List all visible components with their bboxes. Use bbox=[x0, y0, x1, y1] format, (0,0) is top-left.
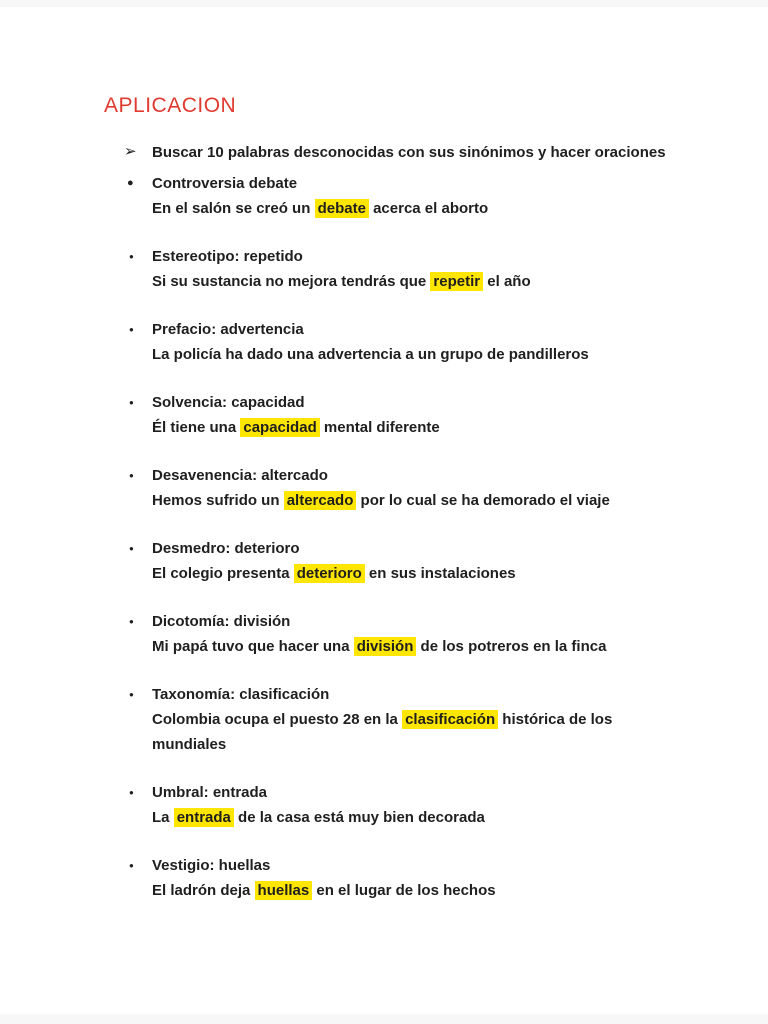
vocab-item bbox=[104, 171, 708, 221]
highlighted-word: entrada bbox=[174, 808, 234, 827]
dot-bullet-icon: ● bbox=[129, 398, 134, 407]
example-sentence bbox=[152, 707, 657, 757]
example-sentence bbox=[152, 488, 657, 513]
example-sentence bbox=[152, 269, 657, 294]
example-sentence bbox=[152, 878, 657, 903]
dot-bullet-icon: ● bbox=[127, 177, 134, 189]
dot-bullet-icon: ● bbox=[129, 325, 134, 334]
sentence-post: mental diferente bbox=[319, 419, 440, 436]
term-line: Umbral: entrada bbox=[152, 784, 268, 801]
term-line: Solvencia: capacidad bbox=[152, 394, 305, 411]
example-sentence bbox=[152, 805, 657, 830]
arrow-bullet-icon: ➢ bbox=[124, 143, 137, 160]
sentence-pre: Él tiene una bbox=[152, 419, 241, 436]
sentence-pre: Hemos sufrido un bbox=[152, 492, 284, 509]
sentence-post: acerca el aborto bbox=[368, 200, 489, 217]
page-title: APLICACION bbox=[104, 94, 237, 117]
intro-text: Buscar 10 palabras desconocidas con sus sinónimos y hacer oraciones bbox=[152, 144, 666, 161]
example-sentence bbox=[152, 342, 657, 367]
highlighted-word: altercado bbox=[284, 491, 357, 510]
highlighted-word: división bbox=[354, 637, 417, 656]
vocab-item bbox=[104, 780, 708, 830]
sentence-post: de la casa está muy bien decorada bbox=[233, 809, 485, 826]
sentence-pre: La bbox=[152, 809, 174, 826]
dot-bullet-icon: ● bbox=[129, 788, 134, 797]
vocab-item bbox=[104, 682, 708, 757]
term-line: Controversia debate bbox=[152, 175, 298, 192]
sentence-pre: El ladrón deja bbox=[152, 882, 255, 899]
dot-bullet-icon: ● bbox=[129, 252, 134, 261]
page-edge-bottom bbox=[0, 1014, 768, 1024]
sentence-post: de los potreros en la finca bbox=[416, 638, 607, 655]
dot-bullet-icon: ● bbox=[129, 471, 134, 480]
sentence-pre: En el salón se creó un bbox=[152, 200, 315, 217]
sentence-post: en sus instalaciones bbox=[364, 565, 516, 582]
example-sentence bbox=[152, 561, 657, 586]
sentence-pre: Mi papá tuvo que hacer una bbox=[152, 638, 354, 655]
vocab-item bbox=[104, 463, 708, 513]
term-line: Estereotipo: repetido bbox=[152, 248, 303, 265]
term-line: Taxonomía: clasificación bbox=[152, 686, 330, 703]
dot-bullet-icon: ● bbox=[129, 544, 134, 553]
highlighted-word: clasificación bbox=[402, 710, 498, 729]
highlighted-word: repetir bbox=[430, 272, 483, 291]
highlighted-word: capacidad bbox=[240, 418, 319, 437]
sentence-post: el año bbox=[483, 273, 531, 290]
term-line: Desmedro: deterioro bbox=[152, 540, 300, 557]
vocab-item bbox=[104, 853, 708, 903]
sentence-pre: La policía ha dado una advertencia a un grupo de pandilleros bbox=[152, 346, 589, 363]
example-sentence bbox=[152, 634, 657, 659]
vocab-item bbox=[104, 244, 708, 294]
highlighted-word: deterioro bbox=[294, 564, 365, 583]
sentence-pre: El colegio presenta bbox=[152, 565, 294, 582]
term-line: Dicotomía: división bbox=[152, 613, 291, 630]
example-sentence bbox=[152, 196, 657, 221]
highlighted-word: huellas bbox=[255, 881, 313, 900]
vocab-item bbox=[104, 609, 708, 659]
dot-bullet-icon: ● bbox=[129, 861, 134, 870]
sentence-pre: Colombia ocupa el puesto 28 en la bbox=[152, 711, 403, 728]
term-line: Desavenencia: altercado bbox=[152, 467, 328, 484]
sentence-post: en el lugar de los hechos bbox=[312, 882, 496, 899]
highlighted-word: debate bbox=[315, 199, 369, 218]
dot-bullet-icon: ● bbox=[129, 617, 134, 626]
sentence-post: por lo cual se ha demorado el viaje bbox=[356, 492, 610, 509]
sentence-pre: Si su sustancia no mejora tendrás que bbox=[152, 273, 431, 290]
vocab-item bbox=[104, 390, 708, 440]
vocab-item bbox=[104, 317, 708, 367]
example-sentence bbox=[152, 415, 657, 440]
term-line: Prefacio: advertencia bbox=[152, 321, 304, 338]
intro-line bbox=[104, 140, 708, 165]
dot-bullet-icon: ● bbox=[129, 690, 134, 699]
term-line: Vestigio: huellas bbox=[152, 857, 271, 874]
sentence-post: histórica de los mundiales bbox=[152, 711, 613, 753]
page-edge-top bbox=[0, 0, 768, 7]
vocab-item bbox=[104, 536, 708, 586]
